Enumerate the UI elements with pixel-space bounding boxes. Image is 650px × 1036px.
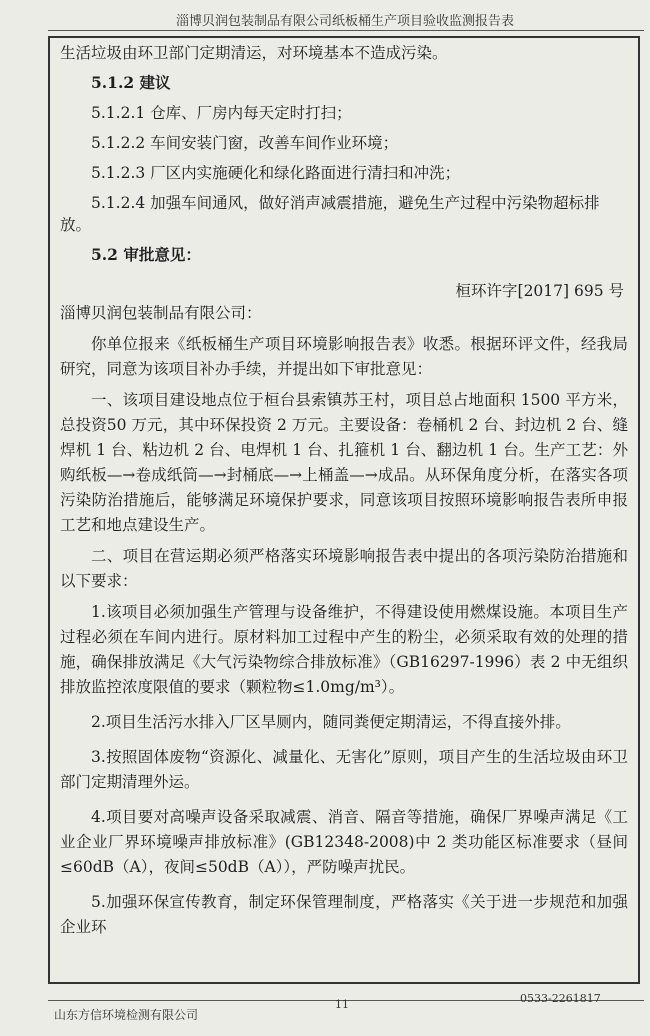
- suggestion-item-1: 5.1.2.1 仓库、厂房内每天定时打扫；: [91, 104, 352, 122]
- section-5-1-2-heading: 5.1.2 建议: [91, 73, 171, 92]
- suggestion-item-3: 5.1.2.3 厂区内实施硬化和绿化路面进行清扫和冲洗；: [91, 164, 461, 182]
- suggestion-item-4: 5.1.2.4 加强车间通风，做好消声减震措施，避免生产过程中污染物超标排放。: [60, 194, 600, 234]
- approval-paragraph-1: 一、该项目建设地点位于桓台县索镇苏王村，项目总占地面积 1500 平方米，总投资50 万元，其中环保投资 2 万元。主要设备：卷桶机 2 台、封边机 2 台、缝焊机 1 台、粘边机 2 台、电焊机 1 台、扎箍机 1 台、翻边机 1 台。生产工艺：外购纸板—→卷成纸筒—→封桶底—→上桶盖—→成品。从环保角度分析，在落实各项污染防治措施后，能够满足环境保护要求，同意该项目按照环境影响报告表所申报工艺和地点建设生产。: [60, 391, 628, 534]
- addressee: 淄博贝润包装制品有限公司：: [60, 304, 262, 322]
- suggestion-item-2: 5.1.2.2 车间安装门窗，改善车间作业环境；: [91, 134, 399, 152]
- document-body: [50, 38, 638, 940]
- document-frame: [48, 36, 640, 984]
- approval-reference-number: 桓环许字[2017] 695 号: [455, 282, 624, 300]
- requirement-item-2: 2.项目生活污水排入厂区旱厕内，随同粪便定期清运，不得直接外排。: [91, 713, 571, 731]
- page-number: 11: [335, 998, 349, 1011]
- requirement-item-4: 4.项目要对高噪声设备采取减震、消音、隔音等措施，确保厂界噪声满足《工业企业厂界环境噪声排放标准》(GB12348-2008)中 2 类功能区标准要求（昼间≤60dB（A），夜间≤50dB（A）），严防噪声扰民。: [60, 808, 628, 876]
- section-5-2-heading: 5.2 审批意见：: [91, 245, 201, 264]
- footer-company: 山东方信环境检测有限公司: [54, 1008, 199, 1022]
- footer-phone: 0533-2261817: [520, 992, 601, 1005]
- approval-intro: 你单位报来《纸板桶生产项目环境影响报告表》收悉。根据环评文件，经我局研究，同意为该项目补办手续，并提出如下审批意见：: [60, 335, 628, 378]
- header-divider: [48, 30, 644, 31]
- page-header-title: 淄博贝润包装制品有限公司纸板桶生产项目验收监测报告表: [175, 14, 514, 29]
- requirement-item-3: 3.按照固体废物“资源化、减量化、无害化”原则，项目产生的生活垃圾由环卫部门定期清理外运。: [60, 748, 628, 791]
- approval-paragraph-2: 二、项目在营运期必须严格落实环境影响报告表中提出的各项污染防治措施和以下要求：: [60, 547, 628, 590]
- requirement-item-1: 1.该项目必须加强生产管理与设备维护，不得建设使用燃煤设施。本项目生产过程必须在车间内进行。原材料加工过程中产生的粉尘，必须采取有效的处理的措施，确保排放满足《大气污染物综合排放标准》（GB16297-1996）表 2 中无组织排放监控浓度限值的要求（颗粒物≤1.0mg/m³）。: [60, 603, 628, 696]
- requirement-item-5: 5.加强环保宣传教育，制定环保管理制度，严格落实《关于进一步规范和加强企业环: [60, 893, 628, 936]
- body-line-0: 生活垃圾由环卫部门定期清运，对环境基本不造成污染。: [60, 44, 448, 62]
